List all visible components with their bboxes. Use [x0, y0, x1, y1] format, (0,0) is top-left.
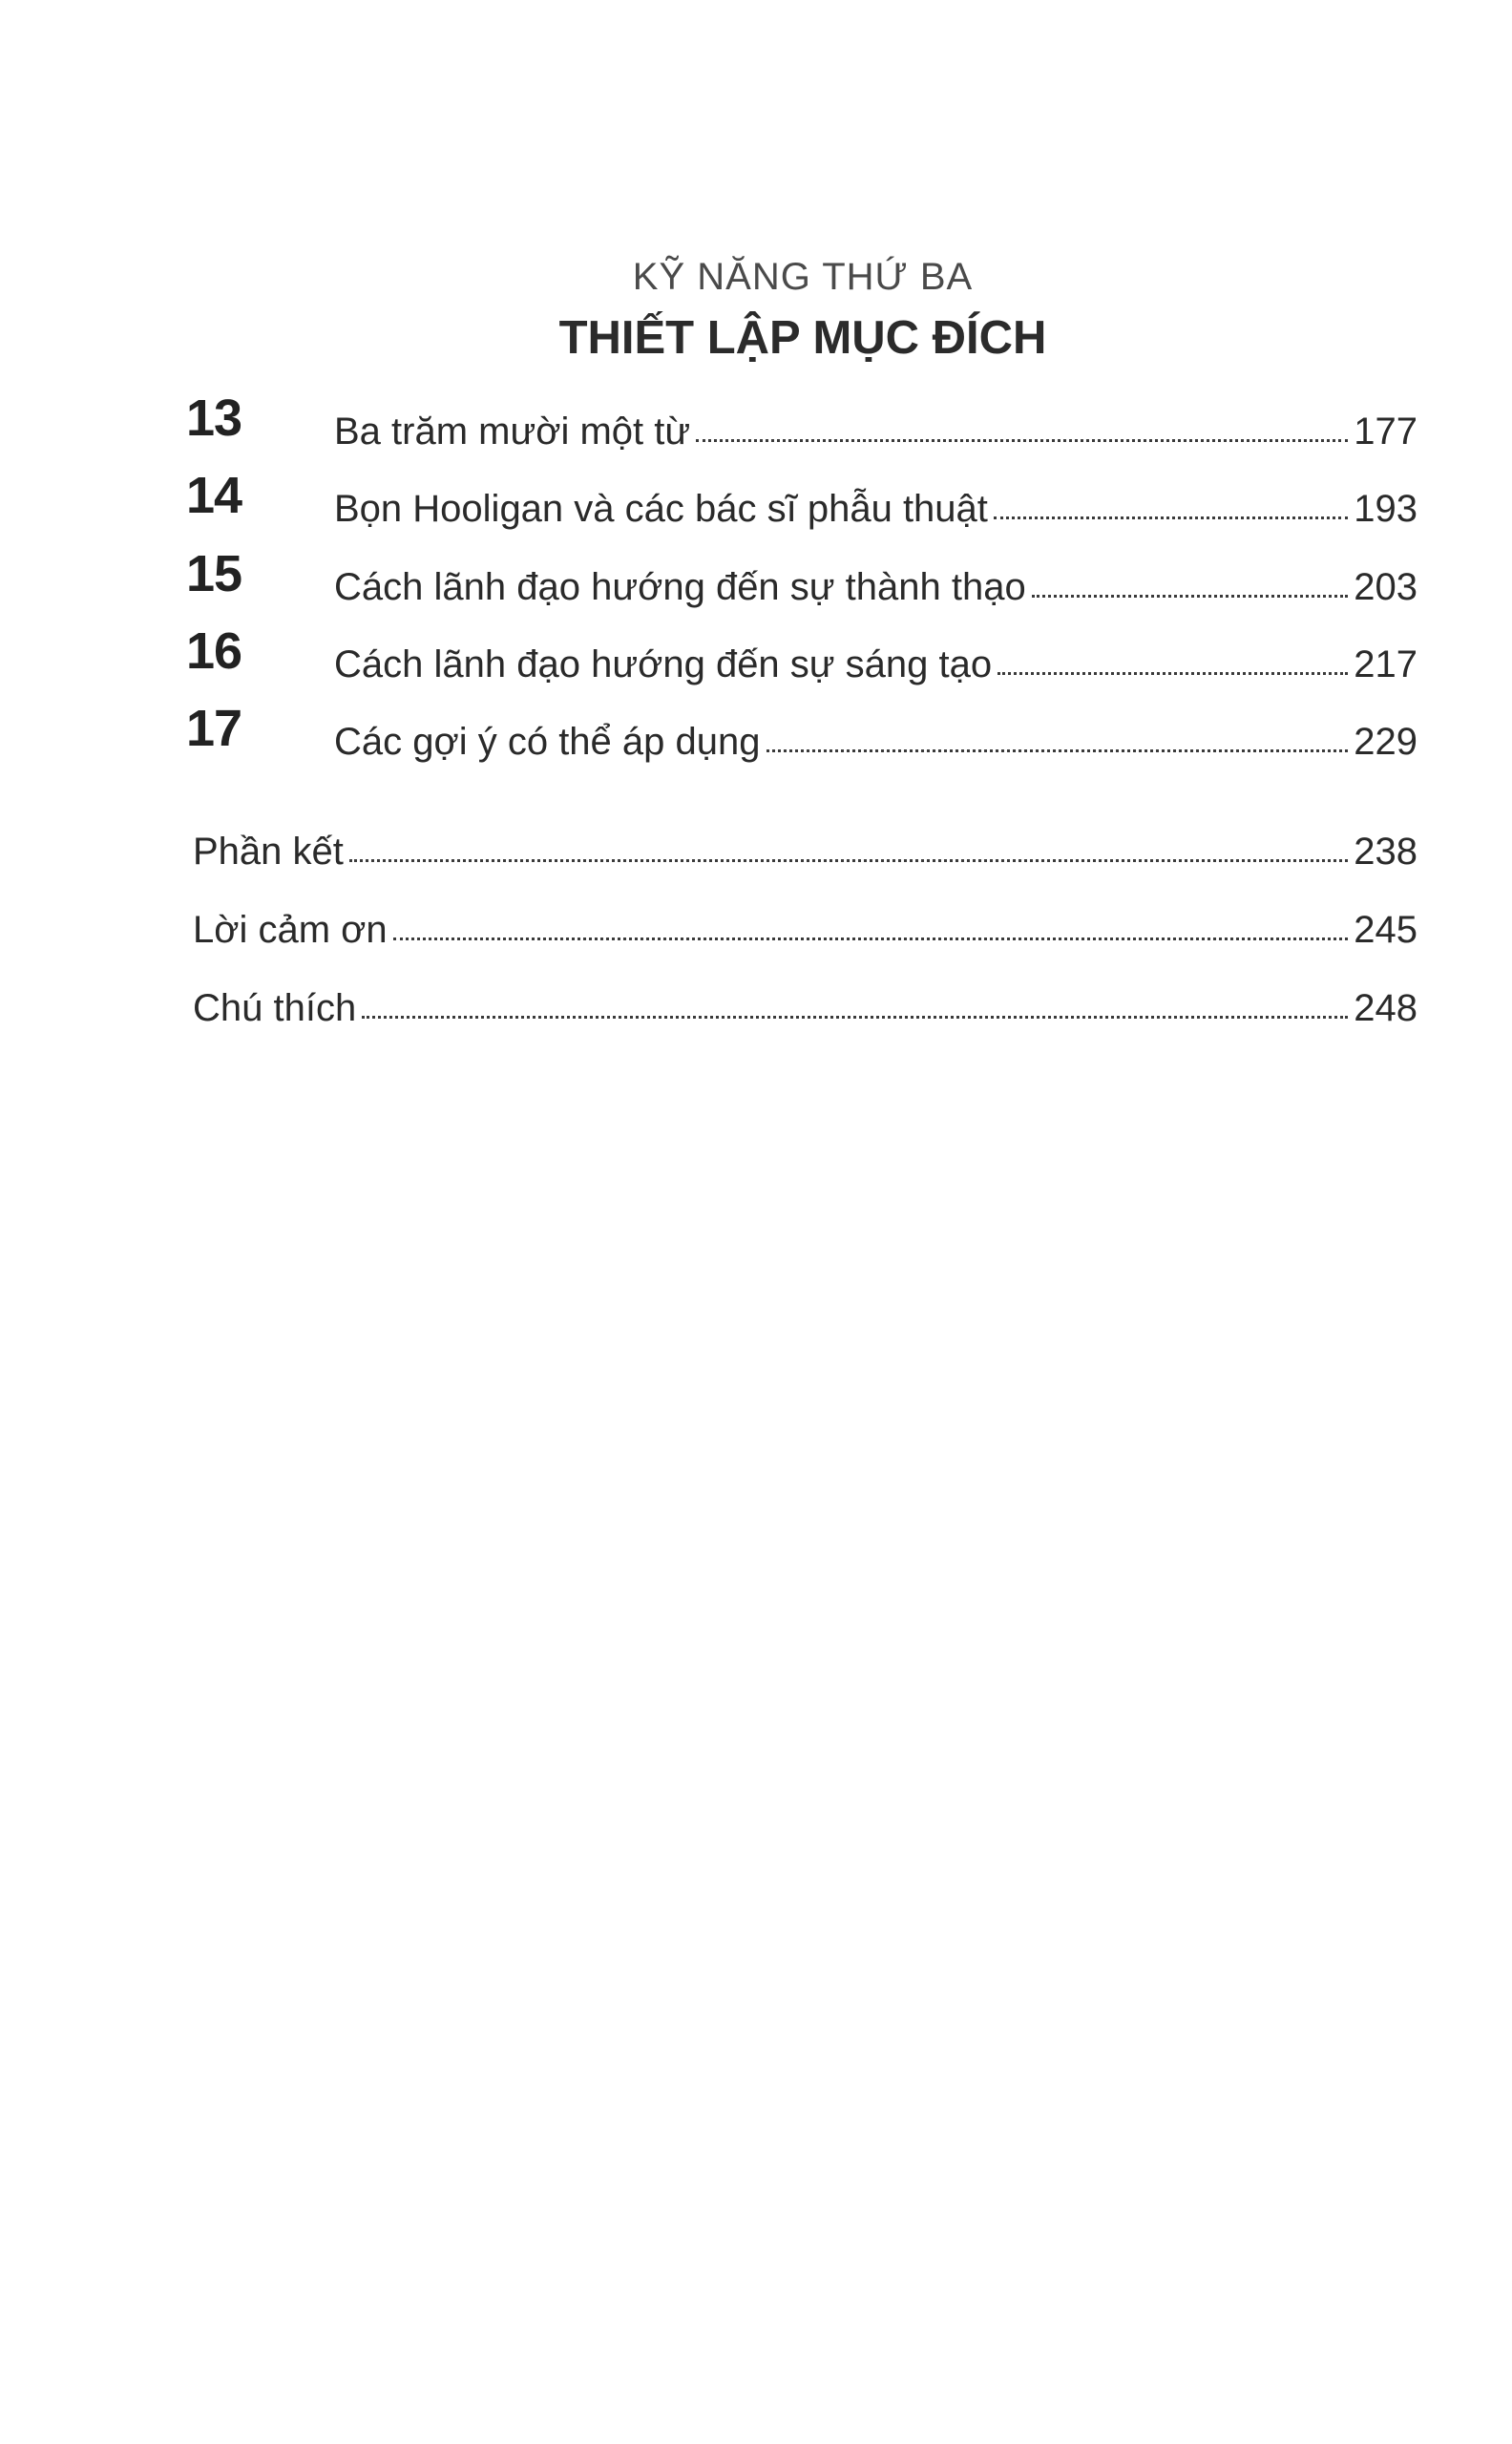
toc-chapter-16[interactable]	[186, 620, 1418, 686]
chapter-title: Ba trăm mười một từ	[334, 411, 691, 453]
page-number: 193	[1354, 488, 1418, 530]
chapter-number: 17	[186, 700, 242, 757]
dot-leader	[696, 439, 1348, 442]
dot-leader	[1032, 595, 1349, 598]
page-number: 177	[1354, 411, 1418, 453]
page-number: 248	[1354, 987, 1418, 1029]
dot-leader	[998, 672, 1348, 675]
dot-leader	[349, 859, 1348, 862]
dot-leader	[393, 938, 1349, 940]
chapter-number: 15	[186, 545, 242, 602]
entry-title: Chú thích	[193, 987, 357, 1029]
chapter-number: 13	[186, 390, 242, 447]
toc-chapter-13[interactable]	[186, 387, 1418, 453]
dot-leader	[994, 516, 1348, 519]
chapter-title: Cách lãnh đạo hướng đến sự sáng tạo	[334, 643, 993, 685]
chapter-title: Bọn Hooligan và các bác sĩ phẫu thuật	[334, 488, 988, 530]
toc-chapter-17[interactable]	[186, 697, 1418, 764]
chapter-number: 16	[186, 622, 242, 680]
page-number: 245	[1354, 909, 1418, 951]
toc-back-matter-notes[interactable]	[193, 987, 1418, 1030]
section-kicker: KỸ NĂNG THỨ BA	[632, 256, 974, 298]
page-number: 238	[1354, 831, 1418, 873]
chapter-title: Cách lãnh đạo hướng đến sự thành thạo	[334, 566, 1026, 608]
chapter-title: Các gợi ý có thể áp dụng	[334, 721, 761, 763]
entry-title: Phần kết	[193, 831, 344, 873]
page-number: 217	[1354, 643, 1418, 685]
page-number: 229	[1354, 721, 1418, 763]
section-title: THIẾT LẬP MỤC ĐÍCH	[558, 312, 1047, 364]
toc-back-matter-acknowledgements[interactable]	[193, 909, 1418, 952]
dot-leader	[766, 749, 1349, 752]
page-number: 203	[1354, 566, 1418, 608]
entry-title: Lời cảm ơn	[193, 909, 388, 951]
toc-back-matter-epilogue[interactable]	[193, 831, 1418, 874]
toc-chapter-14[interactable]	[186, 464, 1418, 531]
dot-leader	[362, 1016, 1348, 1019]
toc-chapter-15[interactable]	[186, 542, 1418, 609]
chapter-number: 14	[186, 467, 242, 524]
